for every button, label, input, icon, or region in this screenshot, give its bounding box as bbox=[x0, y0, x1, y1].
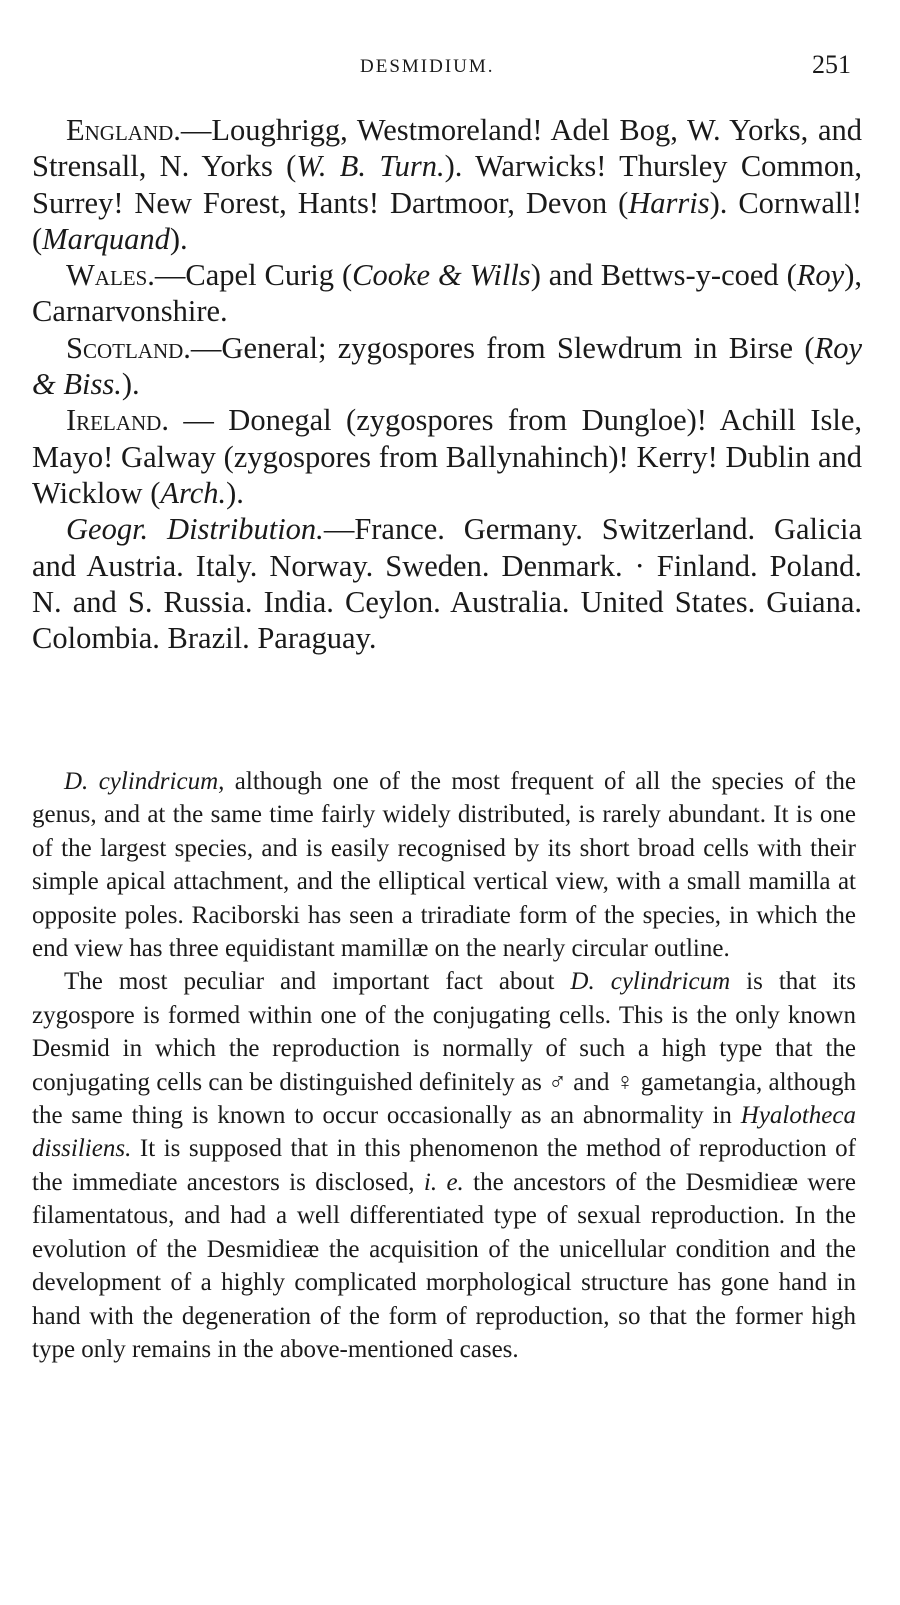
paragraph-text: is that its zygospore is formed within one of the conjugating cells. This is the only known Desmid in which the reproduction is normally of such a high type that the conjugating cells can be distinguished definitely as ♂ and ♀ gametangia, although the same thing is known to occur occasionally as an abnormality in bbox=[32, 968, 856, 1130]
locality-ireland bbox=[32, 402, 862, 511]
region-label-scotland: Scotland. bbox=[66, 330, 191, 365]
paragraph-text: the ancestors of the Desmidieæ were filamentatous, and had a well differentiated type of sexual reproduction. In the evolution of the Desmidieæ the acquisition of the unicellular condition and the development of a highly complicated morphological structure has gone hand in hand with the degeneration of the form of reproduction, so that the former high type only remains in the above-mentioned cases. bbox=[32, 1168, 857, 1363]
abbreviation-ie: i. e. bbox=[423, 1168, 464, 1196]
authority-citation: Marquand bbox=[42, 221, 170, 256]
locality-text: —Loughrigg, Westmoreland! Adel Bog, W. Yorks, and Strensall, N. Yorks ( bbox=[32, 113, 862, 184]
paragraph-text: It is supposed that in this phenomenon the method of reproduction of the immediate ancestors is disclosed, bbox=[32, 1135, 856, 1196]
distribution-label: Geogr. Distribution. bbox=[66, 512, 324, 547]
localities-section bbox=[32, 112, 862, 656]
authority-citation: Roy & Biss. bbox=[32, 330, 862, 402]
region-label-ireland: Ireland. bbox=[66, 403, 169, 438]
locality-text: ). Warwicks! Thursley Common, Surrey! New Forest, Hants! Dartmoor, Devon ( bbox=[32, 149, 862, 220]
locality-text: ), Carnarvonshire. bbox=[32, 258, 862, 329]
genus-name: Hyalotheca dissiliens. bbox=[32, 1102, 856, 1163]
locality-text: ). bbox=[121, 367, 140, 402]
page-number: 251 bbox=[812, 50, 851, 79]
locality-text: ). Cornwall! ( bbox=[32, 185, 863, 256]
commentary-paragraph-1 bbox=[32, 765, 856, 965]
locality-text: ). bbox=[169, 221, 188, 256]
commentary-paragraph-2 bbox=[32, 965, 856, 1366]
authority-citation: Arch. bbox=[160, 475, 227, 510]
authority-citation: Roy bbox=[796, 258, 845, 293]
region-label-england: England. bbox=[66, 113, 181, 147]
locality-text: ). bbox=[226, 475, 244, 510]
species-name: D. cylindricum bbox=[570, 968, 731, 996]
locality-text: —Capel Curig ( bbox=[154, 258, 353, 293]
running-head bbox=[0, 50, 900, 90]
region-label-wales: Wales. bbox=[66, 258, 155, 293]
species-name: D. cylindricum, bbox=[64, 768, 225, 795]
authority-citation: W. B. Turn. bbox=[296, 149, 445, 184]
authority-citation: Harris bbox=[628, 185, 710, 220]
paragraph-text: The most peculiar and important fact about bbox=[64, 968, 571, 996]
running-title: DESMIDIUM. bbox=[360, 56, 495, 77]
locality-text: ) and Bettws-y-coed ( bbox=[530, 258, 797, 293]
locality-text: —General; zygospores from Slewdrum in Birse ( bbox=[190, 330, 815, 365]
locality-scotland bbox=[32, 330, 862, 403]
paragraph-text: although one of the most frequent of all the species of the genus, and at the same time fairly widely distributed, is rarely abundant. It is one of the largest species, and is easily recognised by its short broad cells with their simple apical attachment, and the elliptical vertical view, with a small mamilla at opposite poles. Raciborski has seen a triradiate form of the species, in which the end view has three equidistant mamillæ on the nearly circular outline. bbox=[32, 768, 856, 963]
locality-wales bbox=[32, 257, 862, 330]
distribution-text: —France. Germany. Switzerland. Galicia and Austria. Italy. Norway. Sweden. Denmark. · Finland. Poland. N. and S. Russia. India. Ceylon. Australia. United States. Guiana. Colombia. Brazil. Paraguay. bbox=[32, 512, 862, 656]
locality-england bbox=[32, 112, 862, 257]
commentary-section bbox=[32, 765, 856, 1366]
geographic-distribution bbox=[32, 511, 862, 656]
authority-citation: Cooke & Wills bbox=[352, 258, 531, 293]
locality-text: — Donegal (zygospores from Dungloe)! Achill Isle, Mayo! Galway (zygospores from Ballynahinch)! Kerry! Dublin and Wicklow ( bbox=[32, 403, 862, 510]
